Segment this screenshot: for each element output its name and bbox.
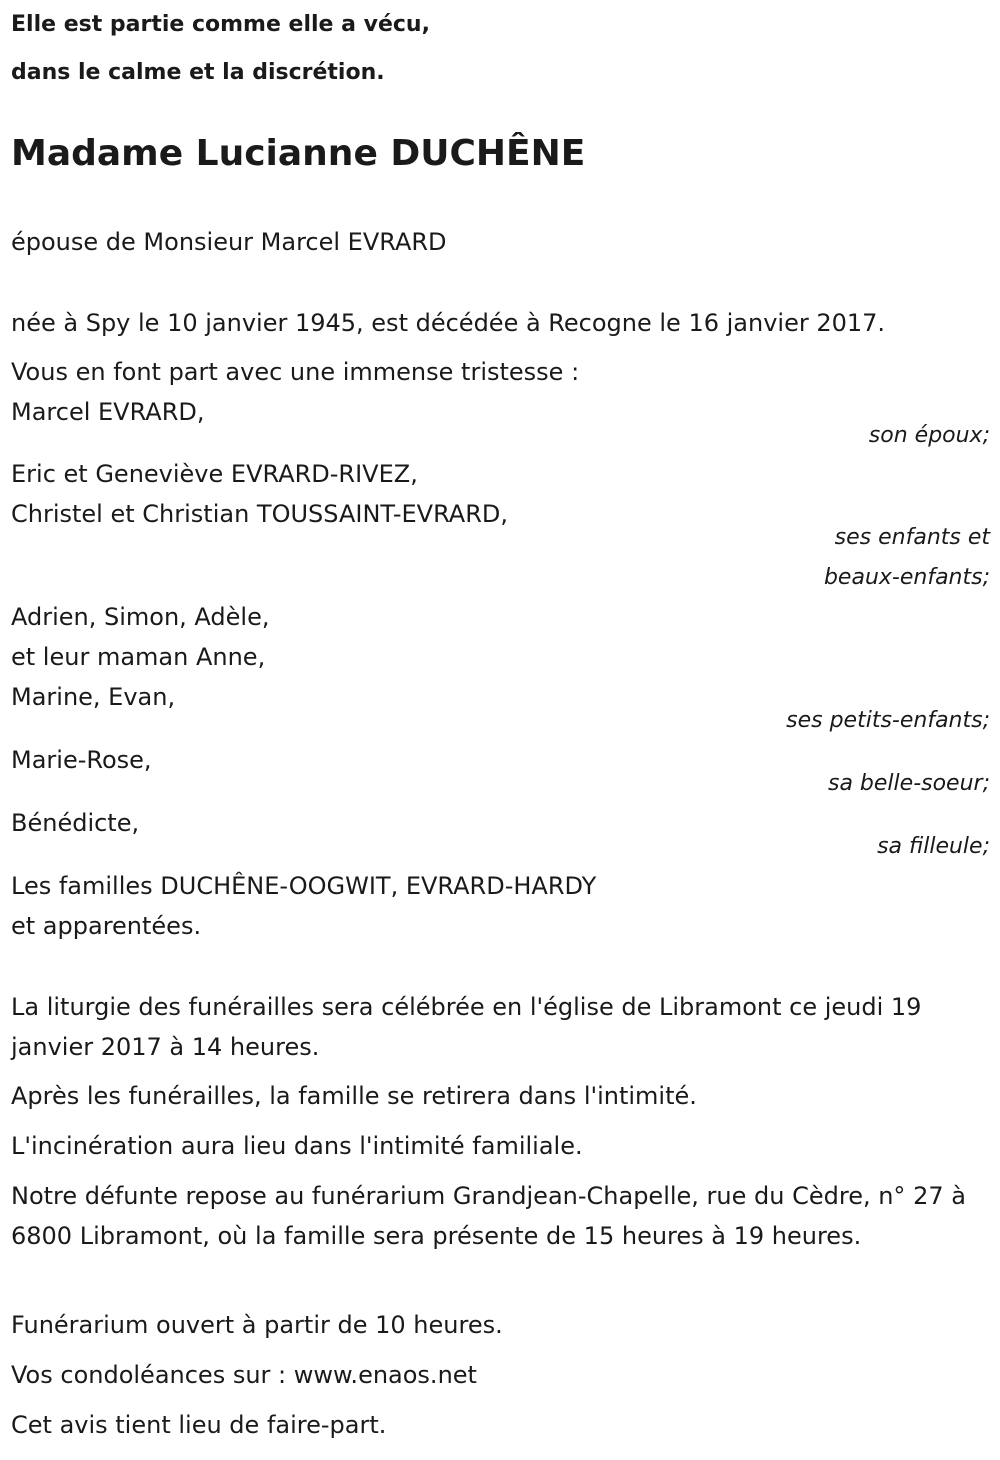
family-name: et leur maman Anne, — [11, 643, 266, 671]
family-name: Les familles DUCHÊNE-OOGWIT, EVRARD-HARDY — [11, 872, 597, 900]
opening-paragraph: Funérarium ouvert à partir de 10 heures. — [11, 1311, 503, 1339]
deceased-name: Madame Lucianne DUCHÊNE — [11, 133, 586, 174]
liturgy-paragraph: La liturgie des funérailles sera célébrée en l'église de Libramont ce jeudi 19 janvier 2017 à 14 heures. — [11, 993, 922, 1061]
family-name: Christel et Christian TOUSSAINT-EVRARD, — [11, 500, 509, 528]
family-name: et apparentées. — [11, 912, 202, 940]
family-name: Marie-Rose, — [11, 746, 152, 774]
cremation-paragraph: L'incinération aura lieu dans l'intimité familiale. — [11, 1132, 583, 1160]
family-role: beaux-enfants; — [823, 565, 990, 590]
family-name: Eric et Geneviève EVRARD-RIVEZ, — [11, 460, 418, 488]
announcement-intro: Vous en font part avec une immense tristesse : — [11, 358, 580, 386]
family-role: sa filleule; — [877, 834, 990, 859]
family-name: Bénédicte, — [11, 809, 140, 837]
birth-death-line: née à Spy le 10 janvier 1945, est décédée à Recogne le 16 janvier 2017. — [11, 309, 886, 337]
family-role: sa belle-soeur; — [828, 771, 990, 796]
quote-line-2: dans le calme et la discrétion. — [11, 60, 385, 85]
family-name: Adrien, Simon, Adèle, — [11, 603, 270, 631]
spouse-line: épouse de Monsieur Marcel EVRARD — [11, 228, 447, 256]
condolences-paragraph: Vos condoléances sur : www.enaos.net — [11, 1361, 477, 1389]
family-name: Marcel EVRARD, — [11, 398, 205, 426]
family-role: son époux; — [868, 423, 990, 448]
family-role: ses petits-enfants; — [786, 708, 990, 733]
family-role: ses enfants et — [834, 525, 990, 550]
quote-line-1: Elle est partie comme elle a vécu, — [11, 12, 430, 37]
notice-paragraph: Cet avis tient lieu de faire-part. — [11, 1411, 387, 1439]
family-name: Marine, Evan, — [11, 683, 176, 711]
after-paragraph: Après les funérailles, la famille se retirera dans l'intimité. — [11, 1082, 697, 1110]
funerarium-paragraph: Notre défunte repose au funérarium Grandjean-Chapelle, rue du Cèdre, n° 27 à 6800 Libramont, où la famille sera présente de 15 heures à 19 heures. — [11, 1182, 966, 1250]
